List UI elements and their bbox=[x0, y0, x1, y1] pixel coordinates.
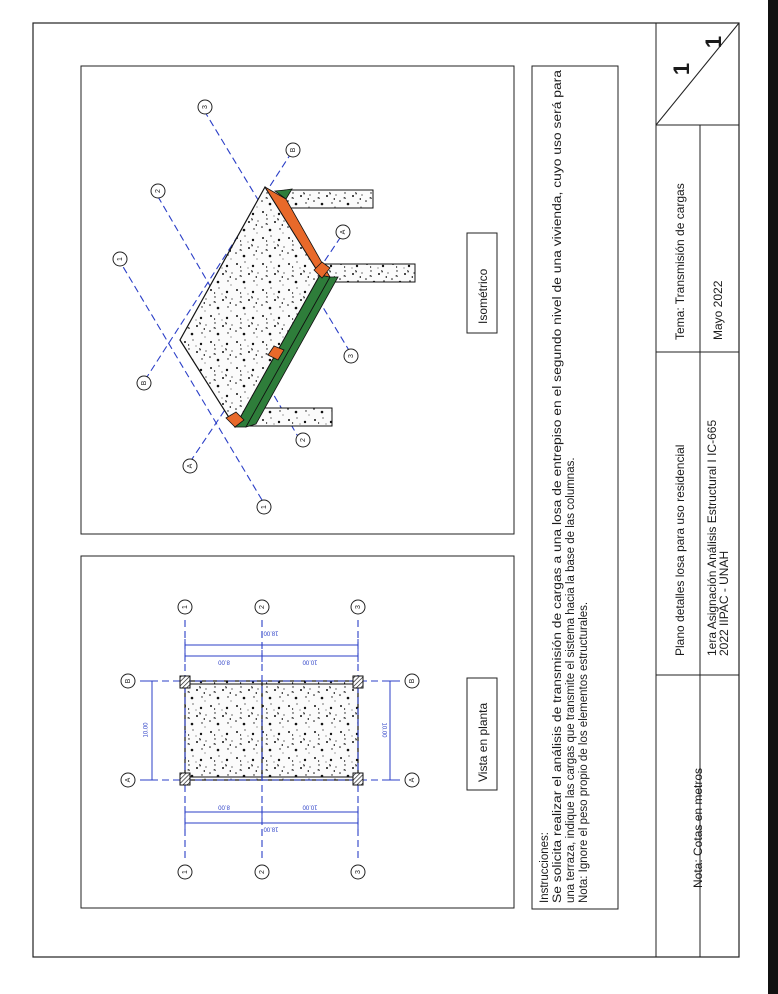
instructions-heading: Instrucciones: bbox=[539, 832, 551, 903]
instructions-line-2: una terraza, indique las cargas que transmite el sistema hacia la base de las columnas. bbox=[565, 457, 577, 903]
slab-plan bbox=[185, 681, 358, 780]
dim-10-right: 10.00 bbox=[302, 658, 318, 665]
svg-text:A: A bbox=[339, 229, 347, 235]
iso-bubble-2-top bbox=[151, 184, 165, 198]
iso-bubble-A-top bbox=[336, 225, 350, 239]
grid-bubble-1-top bbox=[178, 600, 192, 614]
dim-8-left: 8.00 bbox=[218, 803, 230, 810]
column-iso-3 bbox=[285, 190, 373, 208]
column-3B bbox=[353, 676, 363, 688]
iso-bubble-B-top bbox=[286, 143, 300, 157]
dim-18-left: 18.00 bbox=[263, 825, 279, 832]
title-block bbox=[656, 23, 739, 957]
iso-view-label: Isométrico bbox=[476, 268, 490, 324]
note-label: Nota: Cotas en metros bbox=[691, 767, 705, 888]
column-3A bbox=[353, 773, 363, 785]
svg-text:3: 3 bbox=[354, 870, 362, 874]
grid-bubble-2-bottom bbox=[255, 865, 269, 879]
sheet-number: 1 bbox=[669, 62, 694, 76]
sheet-border bbox=[33, 23, 739, 957]
grid-bubble-3-top bbox=[351, 600, 365, 614]
svg-text:3: 3 bbox=[347, 354, 355, 358]
grid-bubble-3-bottom bbox=[351, 865, 365, 879]
dim-ab-left: 10.00 bbox=[143, 722, 150, 738]
svg-text:2: 2 bbox=[258, 605, 266, 609]
course-line-2: 2022 IIPAC - UNAH bbox=[717, 550, 731, 656]
iso-bubble-3-top bbox=[198, 100, 212, 114]
grid-bubble-A-left bbox=[121, 773, 135, 787]
iso-bubble-A-bottom bbox=[183, 459, 197, 473]
iso-bubble-1-top bbox=[113, 252, 127, 266]
grid-bubble-1-bottom bbox=[178, 865, 192, 879]
plan-view bbox=[81, 556, 514, 908]
dim-18-right: 18.00 bbox=[263, 629, 279, 636]
grid-bubble-A-right bbox=[405, 773, 419, 787]
iso-bubble-3-bottom bbox=[344, 349, 358, 363]
grid-bubble-B-right bbox=[405, 674, 419, 688]
svg-text:3: 3 bbox=[354, 605, 362, 609]
edge-strip bbox=[768, 0, 778, 994]
course-line-1: 1era Asignación Análisis Estructural I IC-665 bbox=[705, 419, 719, 656]
plan-title: Plano detalles losa para uso residencial bbox=[673, 444, 687, 656]
instructions-line-3: Nota: Ignore el peso propio de los elementos estructurales. bbox=[578, 601, 590, 903]
dim-ab-right: 10.00 bbox=[380, 722, 387, 738]
column-1A bbox=[180, 773, 190, 785]
svg-text:1: 1 bbox=[181, 605, 189, 609]
instructions-box bbox=[532, 66, 618, 909]
dim-10-left: 10.00 bbox=[302, 803, 318, 810]
topic-label: Tema: Transmisión de cargas bbox=[673, 183, 687, 340]
grid-bubble-B-left bbox=[121, 674, 135, 688]
iso-bubble-B-bottom bbox=[137, 376, 151, 390]
svg-text:B: B bbox=[408, 678, 416, 684]
svg-text:A: A bbox=[124, 777, 132, 783]
svg-text:2: 2 bbox=[299, 438, 307, 442]
svg-text:2: 2 bbox=[154, 189, 162, 193]
svg-text:A: A bbox=[186, 463, 194, 469]
svg-text:B: B bbox=[124, 678, 132, 684]
svg-text:2: 2 bbox=[258, 870, 266, 874]
sheet-total: 1 bbox=[701, 35, 726, 49]
svg-text:1: 1 bbox=[260, 505, 268, 509]
dim-8-right: 8.00 bbox=[218, 658, 230, 665]
grid-bubble-2-top bbox=[255, 600, 269, 614]
svg-text:B: B bbox=[140, 380, 148, 386]
svg-text:1: 1 bbox=[181, 870, 189, 874]
instructions-line-1: Se solicita realizar el análisis de transmisión de cargas a una losa de entrepiso en el segundo nivel de una vivienda, cuyo uso será para bbox=[552, 211, 564, 903]
iso-bubble-2-bottom bbox=[296, 433, 310, 447]
column-1B bbox=[180, 676, 190, 688]
svg-text:3: 3 bbox=[201, 105, 209, 109]
date-label: Mayo 2022 bbox=[711, 280, 725, 340]
svg-text:1: 1 bbox=[116, 257, 124, 261]
svg-text:A: A bbox=[408, 777, 416, 783]
svg-text:B: B bbox=[289, 147, 297, 153]
iso-bubble-1-bottom bbox=[257, 500, 271, 514]
plan-view-label: Vista en planta bbox=[476, 702, 490, 782]
isometric-view bbox=[81, 66, 514, 534]
